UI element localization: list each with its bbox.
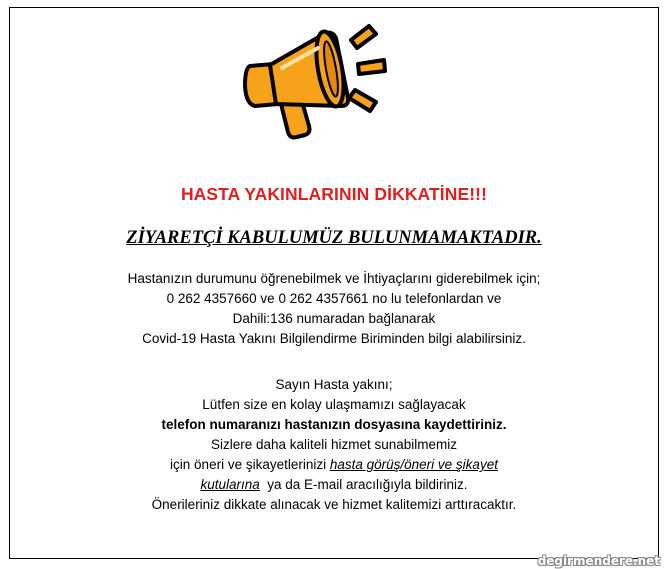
info-paragraph (10, 269, 658, 349)
info-line-2: 0 262 4357660 ve 0 262 4357661 no lu telefonlardan ve (166, 291, 502, 306)
request-line-3: telefon numaranızı hastanızın dosyasına kaydettiriniz. (161, 417, 507, 432)
request-line-5-text: için öneri ve şikayetlerinizi (170, 457, 330, 472)
feedback-box-phrase-end: kutularına (200, 477, 260, 492)
request-line-1: Sayın Hasta yakını; (275, 377, 393, 392)
request-line-7: Önerileriniz dikkate alınacak ve hizmet kalitemizi arttıracaktır. (151, 497, 517, 512)
request-line-6 (10, 475, 658, 495)
feedback-box-phrase: hasta görüş/öneri ve şikayet (329, 457, 498, 472)
info-line-3: Dahili:136 numaradan bağlanarak (232, 311, 436, 326)
request-line-4: Sizlere daha kaliteli hizmet sunabilmemiz (210, 437, 458, 452)
request-paragraph (10, 375, 658, 515)
notice-title: HASTA YAKINLARININ DİKKATİNE!!! (180, 184, 488, 204)
notice-subtitle: ZİYARETÇİ KABULUMÜZ BULUNMAMAKTADIR. (126, 228, 542, 248)
info-line-4: Covid-19 Hasta Yakını Bilgilendirme Biriminden bilgi alabilirsiniz. (142, 331, 526, 346)
megaphone-icon (230, 18, 390, 148)
info-line-1: Hastanızın durumunu öğrenebilmek ve İhtiyaçlarını giderebilmek için; (127, 271, 541, 286)
notice-frame (9, 7, 659, 559)
request-line-6-text: ya da E-mail aracılığıyla bildiriniz. (259, 477, 468, 492)
request-line-2: Lütfen size en kolay ulaşmamızı sağlayacak (202, 397, 466, 412)
site-watermark: degirmendere.net (537, 554, 660, 568)
request-line-5 (10, 455, 658, 475)
